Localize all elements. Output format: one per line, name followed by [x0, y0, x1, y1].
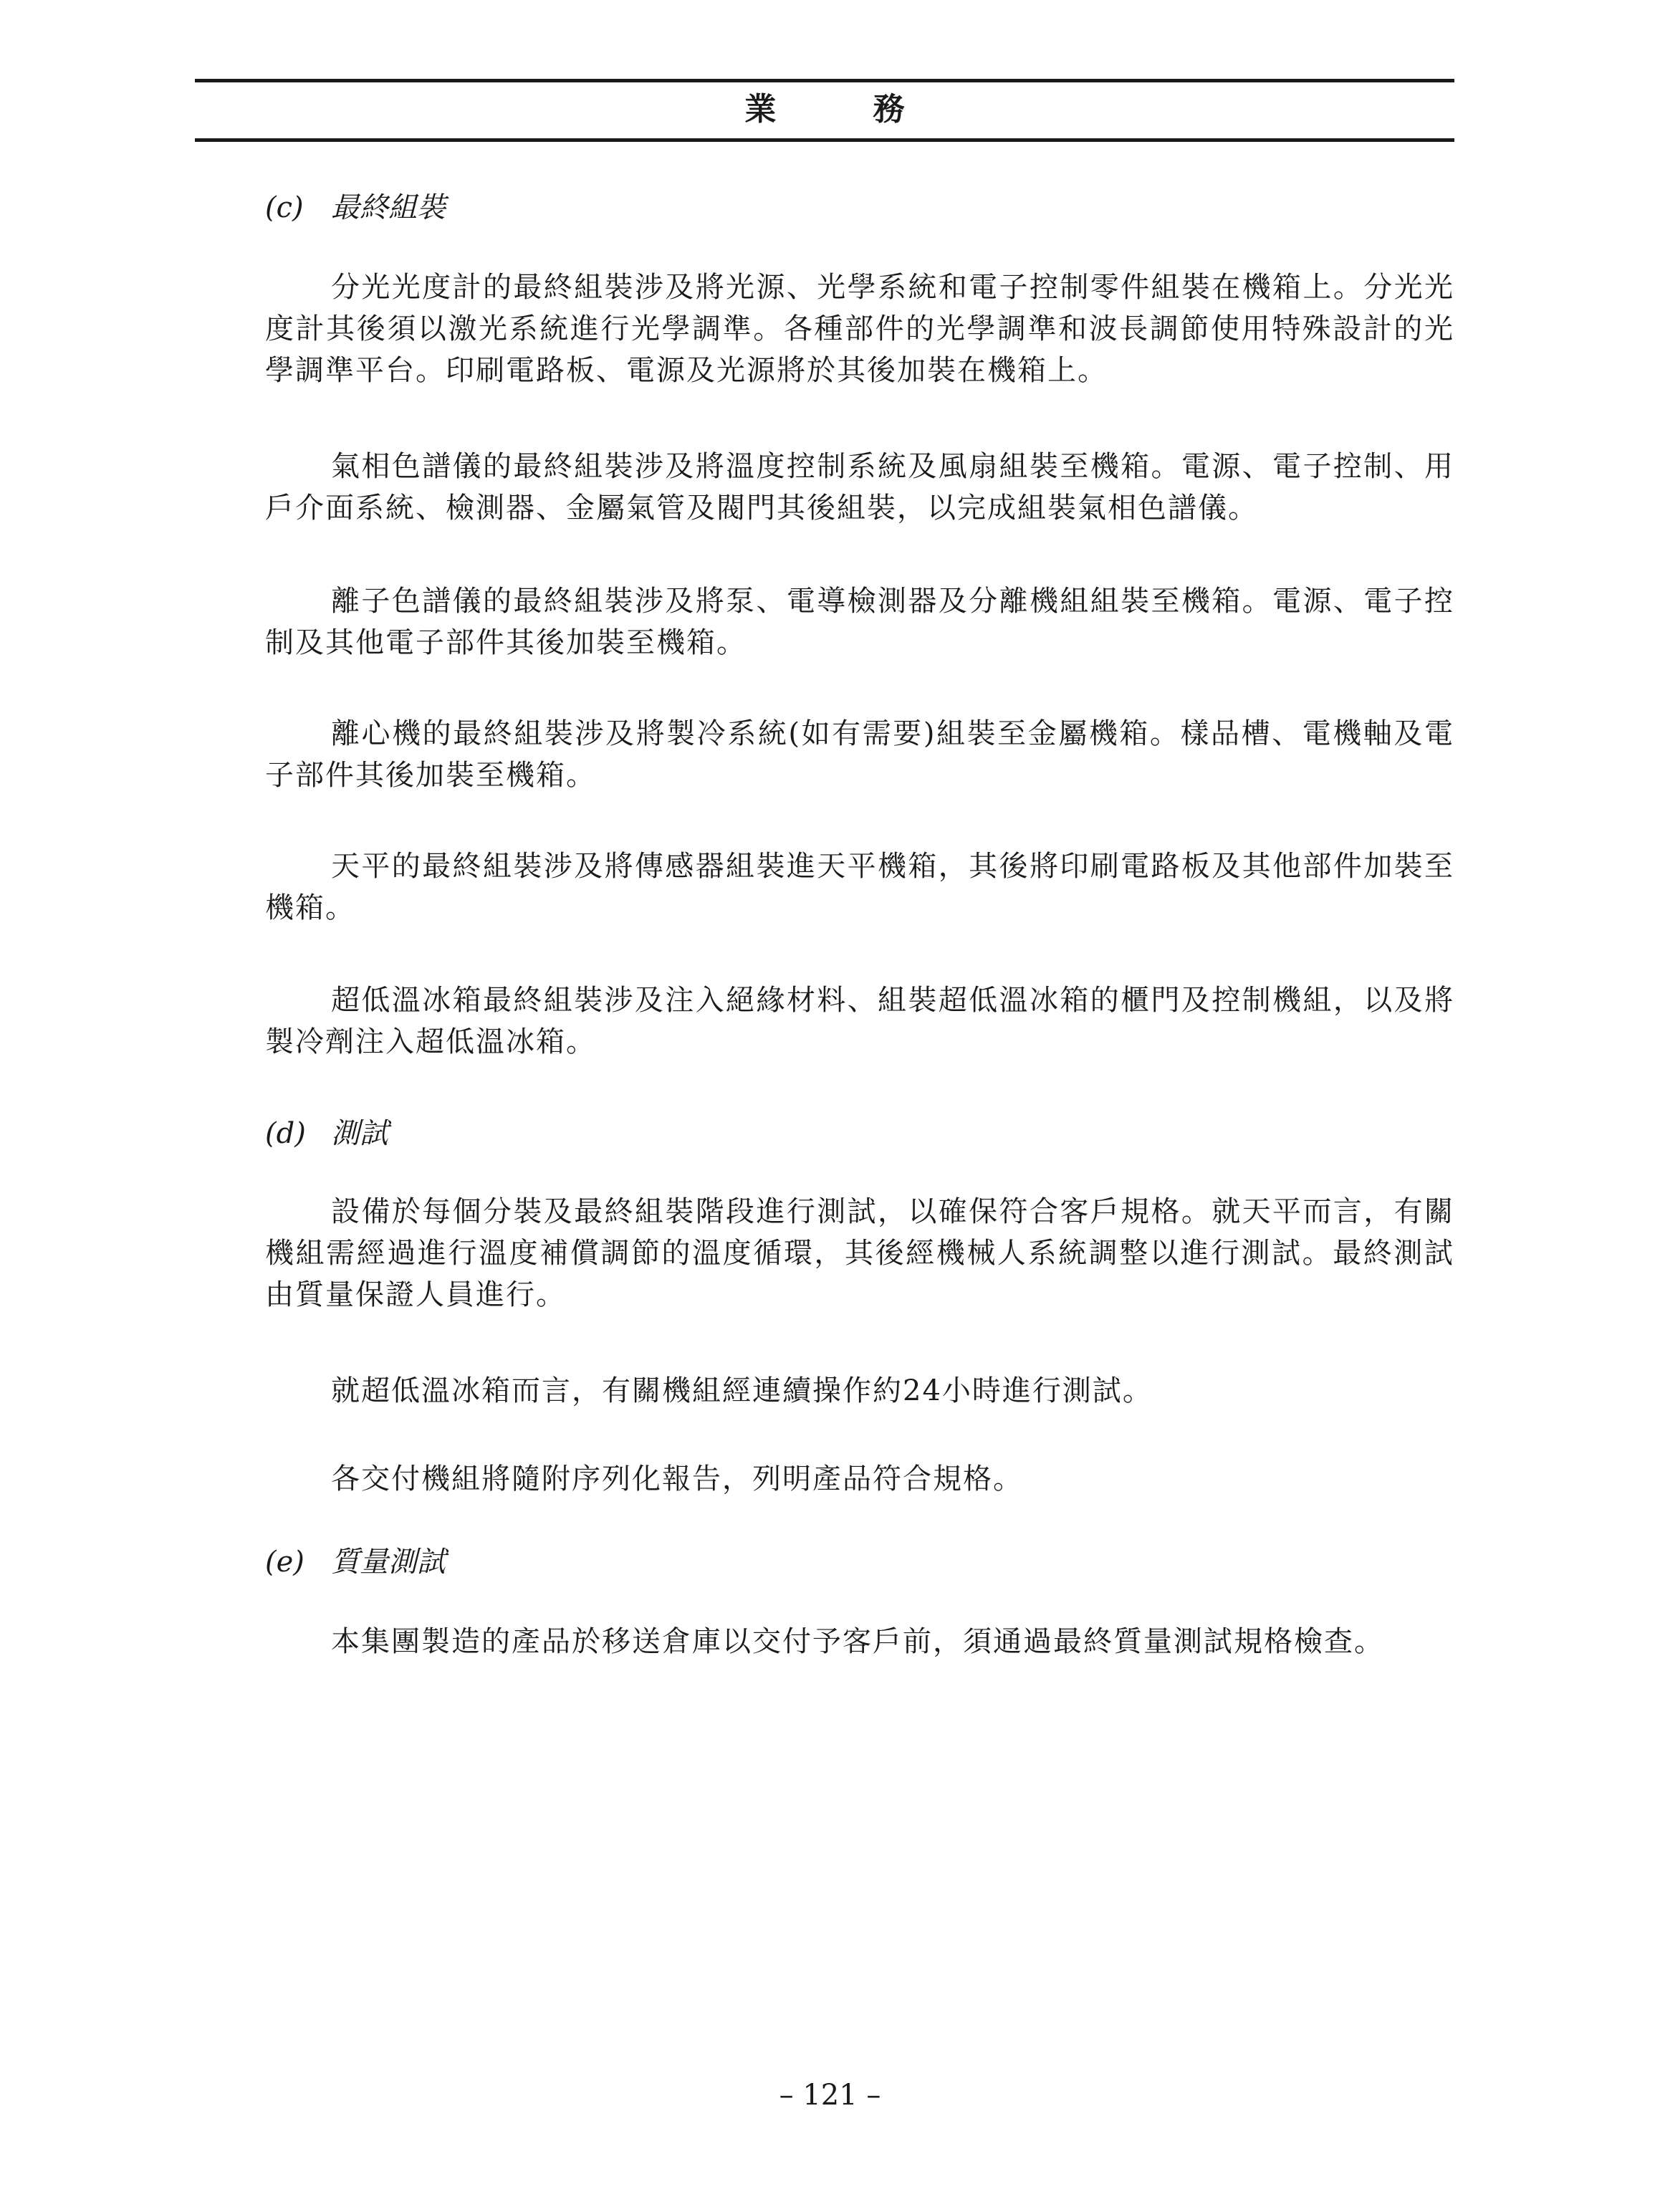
section-heading-d	[265, 1112, 388, 1155]
section-heading-e	[265, 1541, 446, 1584]
section-title: 最終組裝	[331, 191, 446, 224]
page-number: – 121 –	[779, 2079, 881, 2112]
section-title: 質量測試	[331, 1546, 446, 1579]
paragraph: 超低溫冰箱最終組裝涉及注入絕緣材料、組裝超低溫冰箱的櫃門及控制機組，以及將製冷劑注入超低溫冰箱。	[265, 984, 1454, 1058]
paragraph: 本集團製造的產品於移送倉庫以交付予客戶前，須通過最終質量測試規格檢查。	[331, 1625, 1384, 1658]
page-header-title: 業 務	[744, 91, 948, 128]
section-label: (e)	[265, 1546, 304, 1579]
section-heading-c	[265, 186, 446, 229]
paragraph: 離子色譜儀的最終組裝涉及將泵、電導檢測器及分離機組組裝至機箱。電源、電子控制及其他電子部件其後加裝至機箱。	[265, 585, 1454, 659]
paragraph: 設備於每個分裝及最終組裝階段進行測試，以確保符合客戶規格。就天平而言，有關機組需經過進行溫度補償調節的溫度循環，其後經機械人系統調整以進行測試。最終測試由質量保證人員進行。	[265, 1195, 1454, 1311]
paragraph: 分光光度計的最終組裝涉及將光源、光學系統和電子控制零件組裝在機箱上。分光光度計其後須以激光系統進行光學調準。各種部件的光學調準和波長調節使用特殊設計的光學調準平台。印刷電路板、電源及光源將於其後加裝在機箱上。	[265, 271, 1454, 387]
section-title: 測試	[331, 1117, 388, 1150]
paragraph: 各交付機組將隨附序列化報告，列明產品符合規格。	[331, 1462, 1023, 1495]
section-label: (c)	[265, 191, 304, 224]
paragraph: 天平的最終組裝涉及將傳感器組裝進天平機箱，其後將印刷電路板及其他部件加裝至機箱。	[265, 850, 1454, 924]
paragraph: 離心機的最終組裝涉及將製冷系統(如有需要)組裝至金屬機箱。樣品槽、電機軸及電子部件其後加裝至機箱。	[265, 717, 1454, 792]
paragraph: 就超低溫冰箱而言，有關機組經連續操作約24小時進行測試。	[331, 1374, 1153, 1407]
header-bottom-rule	[195, 138, 1454, 142]
header-top-rule	[195, 79, 1454, 82]
paragraph: 氣相色譜儀的最終組裝涉及將溫度控制系統及風扇組裝至機箱。電源、電子控制、用戶介面系統、檢測器、金屬氣管及閥門其後組裝，以完成組裝氣相色譜儀。	[265, 450, 1454, 525]
section-label: (d)	[265, 1117, 306, 1150]
